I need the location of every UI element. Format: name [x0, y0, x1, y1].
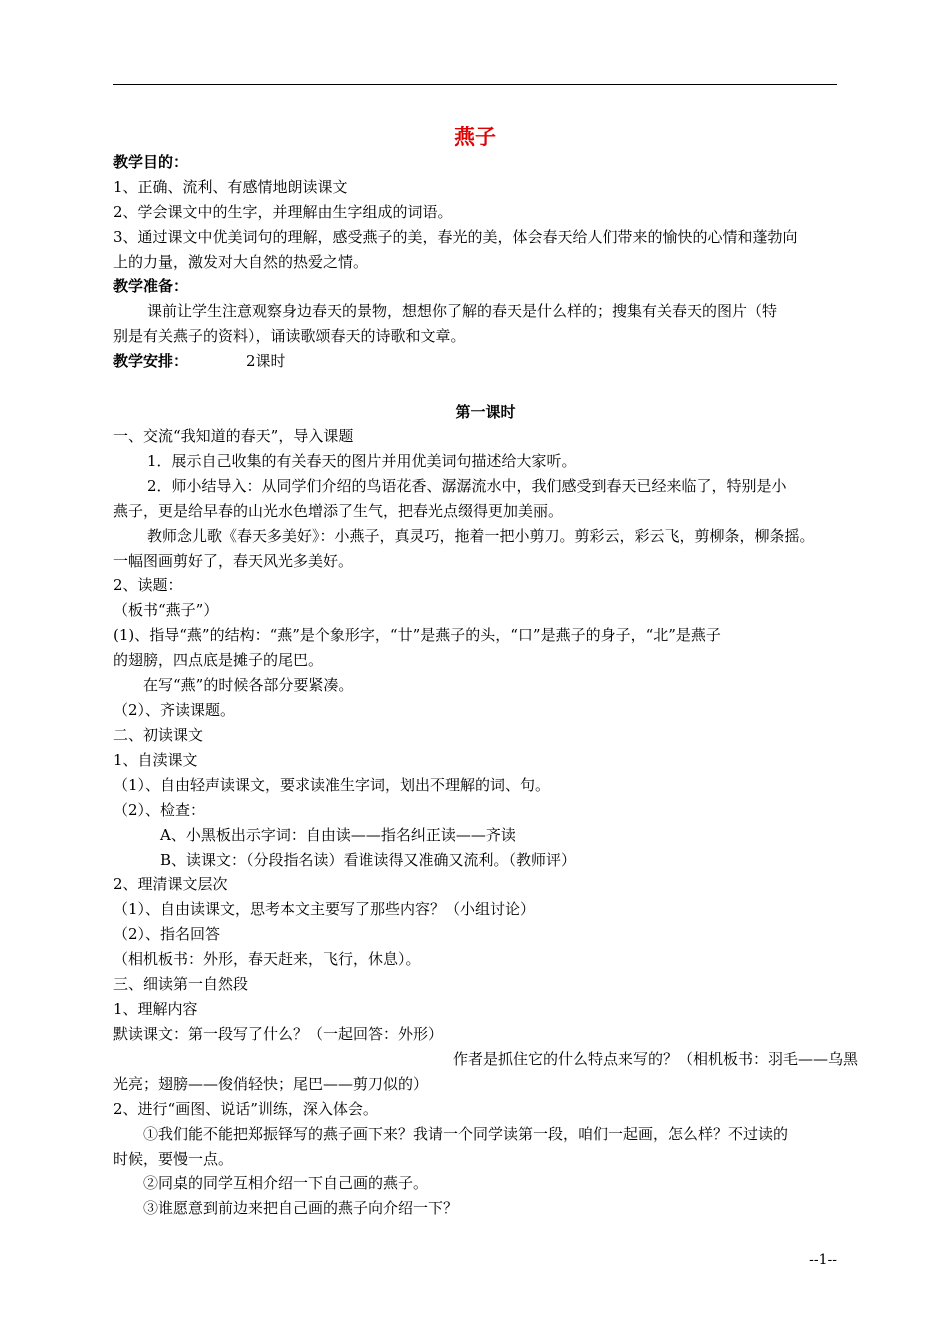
prep-heading: 教学准备： [113, 277, 189, 295]
body-line: 1．展示自己收集的有关春天的图片并用优美词句描述给大家听。 [147, 452, 577, 470]
body-line: (1)、指导“燕”的结构：“燕”是个象形字，“廿”是燕子的头，“口”是燕子的身子，“北”是燕子 [113, 626, 721, 644]
body-line: （2）、齐读课题。 [113, 701, 236, 719]
body-line: 1、理解内容 [113, 1000, 198, 1018]
objectives-heading: 教学目的： [113, 153, 189, 171]
page-number: --1-- [809, 1252, 837, 1268]
body-line: A、小黑板出示字词：自由读——指名纠正读——齐读 [160, 826, 516, 844]
section-title: 第一课时 [455, 403, 516, 421]
body-line: 2、读题： [113, 576, 183, 594]
body-line: （2）、检查： [113, 801, 206, 819]
body-line: ③谁愿意到前边来把自己画的燕子向介绍一下？ [143, 1199, 459, 1217]
body-line: 1、自渎课文 [113, 751, 198, 769]
body-line: 一幅图画剪好了，春天风光多美好。 [113, 552, 354, 570]
body-line: 的翅膀，四点底是摊子的尾巴。 [113, 651, 324, 669]
body-line: （板书“燕子”） [113, 601, 219, 619]
body-line: 2、理清课文层次 [113, 875, 228, 893]
body-line: （1）、自由读课文，思考本文主要写了那些内容？（小组讨论） [113, 900, 536, 918]
body-line: 二、初读课文 [113, 726, 204, 744]
body-line: 2、进行“画图、说话”训练，深入体会。 [113, 1100, 378, 1118]
objective-line: 2、学会课文中的生字，并理解由生字组成的词语。 [113, 203, 453, 221]
body-line: （2）、指名回答 [113, 925, 221, 943]
body-line: 光亮；翅膀——俊俏轻快；尾巴——剪刀似的） [113, 1075, 429, 1093]
body-line: 时候，要慢一点。 [113, 1150, 234, 1168]
prep-line: 课前让学生注意观察身边春天的景物，想想你了解的春天是什么样的；搜集有关春天的图片（特 [147, 302, 778, 320]
body-line: ①我们能不能把郑振铎写的燕子画下来？我请一个同学读第一段，咱们一起画，怎么样？不过读的 [143, 1125, 789, 1143]
body-line: 教师念儿歌《春天多美好》：小燕子，真灵巧，拖着一把小剪刀。剪彩云，彩云飞，剪柳条，柳条摇。 [147, 527, 815, 545]
body-line: 燕子，更是给早春的山光水色增添了生气，把春光点缀得更加美丽。 [113, 502, 564, 520]
page-title: 燕子 [454, 125, 496, 149]
body-line: （相机板书：外形，春天赶来，飞行，休息）。 [113, 950, 421, 968]
schedule-row [113, 349, 858, 373]
body-line: ②同桌的同学互相介绍一下自己画的燕子。 [143, 1174, 429, 1192]
objective-line: 1、正确、流利、有感情地朗读课文 [113, 178, 348, 196]
objective-line: 上的力量，激发对大自然的热爱之情。 [113, 253, 369, 271]
body-line: 作者是抓住它的什么特点来写的？（相机板书：羽毛——乌黑 [452, 1050, 858, 1068]
schedule-heading: 教学安排： [113, 352, 189, 370]
body-line: 在写“燕”的时候各部分要紧凑。 [143, 676, 354, 694]
body-line: B、读课文：（分段指名读）看谁读得又准确又流利。（教师评） [160, 851, 577, 869]
body-line: （1）、自由轻声读课文，要求读准生字词，划出不理解的词、句。 [113, 776, 551, 794]
body-line: 三、细读第一自然段 [113, 975, 249, 993]
body-line: 2．师小结导入：从同学们介绍的鸟语花香、潺潺流水中，我们感受到春天已经来临了，特别是小 [147, 477, 787, 495]
objective-line: 3、通过课文中优美词句的理解，感受燕子的美，春光的美，体会春天给人们带来的愉快的心情和蓬勃向 [113, 228, 798, 246]
prep-line: 别是有关燕子的资料），诵读歌颂春天的诗歌和文章。 [113, 327, 466, 345]
body-line: 默读课文：第一段写了什么？（一起回答：外形） [113, 1025, 444, 1043]
schedule-value: 2课时 [246, 352, 286, 370]
body-line: 一、交流“我知道的春天”，导入课题 [113, 427, 354, 445]
header-rule [113, 84, 837, 85]
